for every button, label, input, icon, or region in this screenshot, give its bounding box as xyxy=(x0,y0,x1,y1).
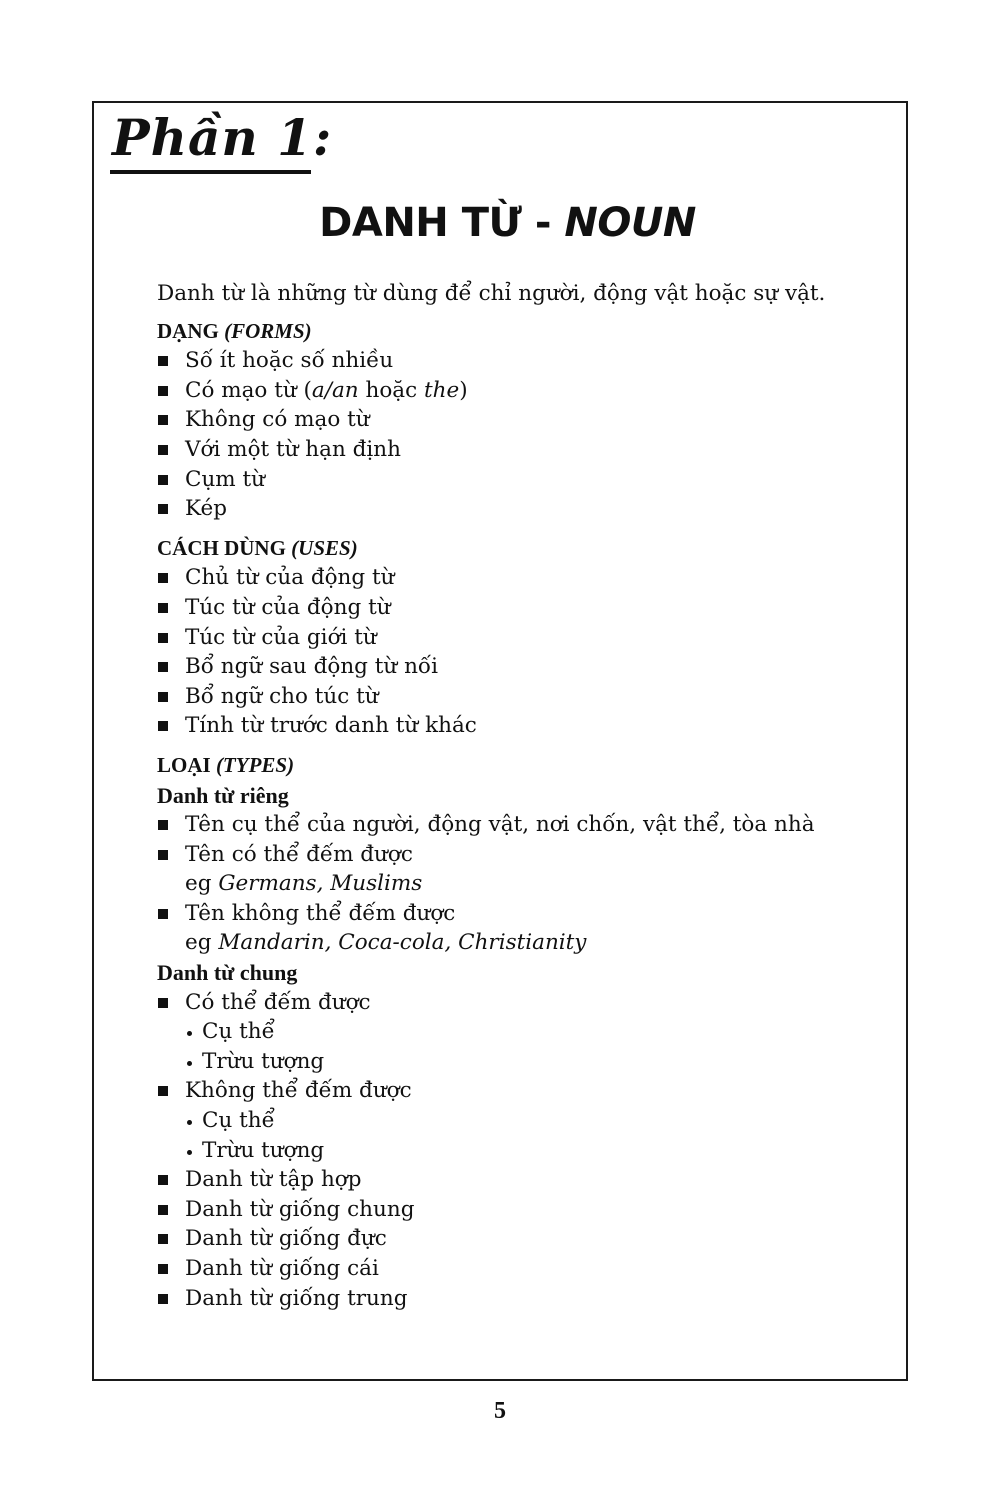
list-item: Tên có thể đếm được xyxy=(157,840,897,870)
intro-text: Danh từ là những từ dùng để chỉ người, động vật hoặc sự vật. xyxy=(157,281,826,306)
sub-list xyxy=(157,1106,897,1165)
uses-heading: CÁCH DÙNG (USES) xyxy=(157,535,358,560)
sub-list-item: Trừu tượng xyxy=(185,1136,897,1166)
list-item: Có thể đếm được xyxy=(157,988,897,1018)
page-title xyxy=(0,196,1000,250)
sub-list-item: Cụ thể xyxy=(185,1017,897,1047)
part-underline xyxy=(110,170,311,174)
common-nouns-heading: Danh từ chung xyxy=(157,960,298,986)
list-item: Kép xyxy=(157,494,897,524)
content xyxy=(157,279,897,1313)
list-item: Không có mạo từ xyxy=(157,405,897,435)
proper-nouns-heading: Danh từ riêng xyxy=(157,782,289,808)
list-item: Tên cụ thể của người, động vật, nơi chốn, vật thể, tòa nhà xyxy=(157,810,897,840)
list-item: Bổ ngữ cho túc từ xyxy=(157,682,897,712)
list-item: Không thể đếm được xyxy=(157,1076,897,1106)
common-nouns-list xyxy=(157,988,897,1018)
list-item: Bổ ngữ sau động từ nối xyxy=(157,652,897,682)
proper-nouns-list xyxy=(157,810,897,869)
page-number: 5 xyxy=(494,1398,506,1424)
list-item: Danh từ giống đực xyxy=(157,1224,897,1254)
uses-list xyxy=(157,563,897,741)
list-item: Có mạo từ (a/an hoặc the) xyxy=(157,376,897,406)
sub-list xyxy=(157,1017,897,1076)
list-item: Cụm từ xyxy=(157,465,897,495)
list-item: Tên không thể đếm được xyxy=(157,899,897,929)
list-item: Chủ từ của động từ xyxy=(157,563,897,593)
list-item: Tính từ trước danh từ khác xyxy=(157,711,897,741)
title-english: NOUN xyxy=(564,200,696,246)
list-item: Danh từ tập hợp xyxy=(157,1165,897,1195)
list-item: Túc từ của giới từ xyxy=(157,623,897,653)
list-item: Danh từ giống trung xyxy=(157,1284,897,1314)
example-line: eg Germans, Muslims xyxy=(185,871,423,897)
list-item: Số ít hoặc số nhiều xyxy=(157,346,897,376)
sub-list-item: Trừu tượng xyxy=(185,1047,897,1077)
list-item: Túc từ của động từ xyxy=(157,593,897,623)
example-line: eg Mandarin, Coca-cola, Christianity xyxy=(185,930,587,956)
title-vietnamese: DANH TỪ - xyxy=(319,200,565,246)
part-label: Phần 1: xyxy=(112,108,333,167)
list-item: Danh từ giống cái xyxy=(157,1254,897,1284)
list-item: Với một từ hạn định xyxy=(157,435,897,465)
sub-list-item: Cụ thể xyxy=(185,1106,897,1136)
forms-list xyxy=(157,346,897,524)
forms-heading: DẠNG (FORMS) xyxy=(157,318,312,343)
list-item: Danh từ giống chung xyxy=(157,1195,897,1225)
types-heading: LOẠI (TYPES) xyxy=(157,752,295,777)
